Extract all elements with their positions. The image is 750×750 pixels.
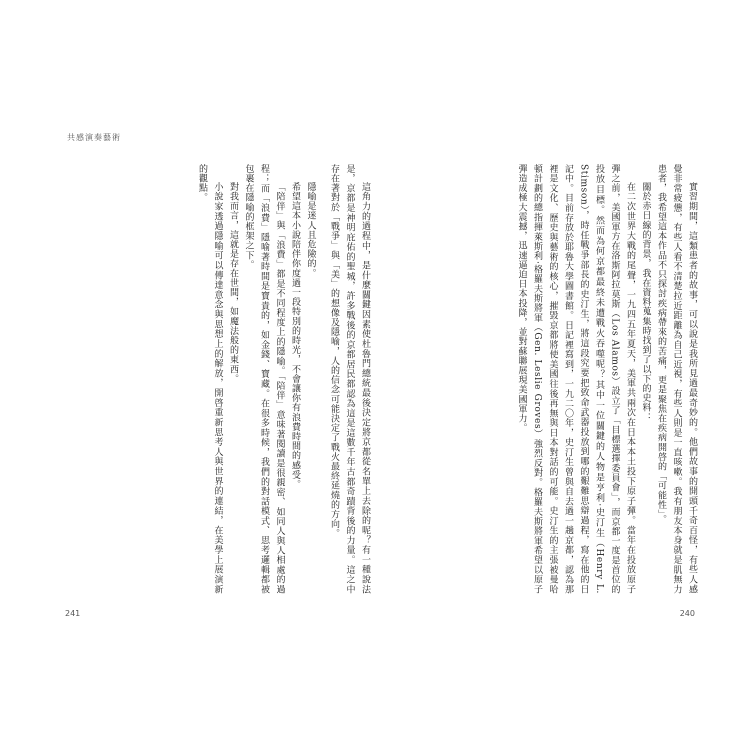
left-page (55, 128, 380, 620)
paragraph: 在二次世界大戰的尾聲，一九四五年夏天，美軍共兩次在日本本土投下原子彈。當年在投放原子彈之前，美國軍方在洛斯阿拉莫斯（Los Alamos）設立了「目標選擇委員會」，而京都一度是首位的投放目標。然而為何京都最終未遭戰火吞噬呢？其中一位關鍵的人物是亨利·史汀生（Henry L. Stimson），時任戰爭部長的史汀生，將這段究要把致命武器投放到哪的艱難思辯過程，寫在他的日記中。目前存放於耶魯大學圖書館。日記裡寫到，一九二〇年，史汀生曾與自去過一趟京都，認為那裡是文化、歷史與藝術的核心，摧毀京都將使美國往後再無與日本對話的可能。史汀生的主張被曼哈頓計劃的總指揮萊斯利·格羅夫斯將軍（Gen. Leslie Groves）強烈反對。格羅夫斯將軍希望以原子彈造成極大震撼，迅速逼迫日本投降，並對蘇聯展現美國軍力。 (516, 164, 635, 594)
paragraph: 隱喻是迷人且危險的。 (305, 182, 316, 278)
paragraph: 小說家透過隱喻可以傳達意念與思想上的解放，開啓重新思考人與世界的連結，在美學上展演新的觀點。 (197, 164, 223, 594)
running-head: 共感演奏藝術 (67, 133, 121, 142)
paragraph: 「陪伴」與「浪費」都是不同程度上的隱喻。「陪伴」意味著閱讀是很親密、如同人與人相處的過程；而「浪費」隱喻著時間是寶貴的，如金錢、寶藏。在很多時候，我們的對話模式、思考邏輯都被包裹在隱喻的框架之下。 (243, 164, 285, 594)
page-number-left: 241 (65, 609, 81, 618)
right-page (380, 128, 705, 620)
paragraph: 希望這本小說陪伴你度過一段特別的時光，不會讓你有浪費時間的感受。 (290, 182, 300, 490)
paragraph: 對我而言，這就是存在世間，如魔法般的東西。 (228, 182, 238, 384)
page-number-right: 240 (679, 609, 695, 618)
right-page-text (384, 164, 699, 594)
paragraph: 實習期間，這類患者的故事，可以說是我所見過最奇妙的。他們故事的開頭千奇百怪，有些人感覺非常疲憊，有些人看不清楚拉近距離為自己近視，有些人則是一直咳嗽。我有朋友本身就是肌無力患者，我希望這本作品不只探討疾病帶來的苦痛，更是聚焦在疾病開啓的「可能性」。 (656, 164, 697, 594)
paragraph: 這角力的過程中，是什麼關鍵因素使杜魯門總統最後決定將京都從名單上去除的呢？有一種說法是，京都是神明庇佑的聖城，許多戰後的京都居民都認為這是這數千年古都奇蹟背後的力量。這之中存在著對於「戰爭」與「美」的想像及隱喻，人的信念可能決定了戰火最終延燒的方向。 (329, 164, 370, 594)
left-page-text (67, 164, 372, 594)
paragraph: 關於赤日線的背景，我在資料蒐集時找到了以下的史料： (640, 182, 651, 422)
